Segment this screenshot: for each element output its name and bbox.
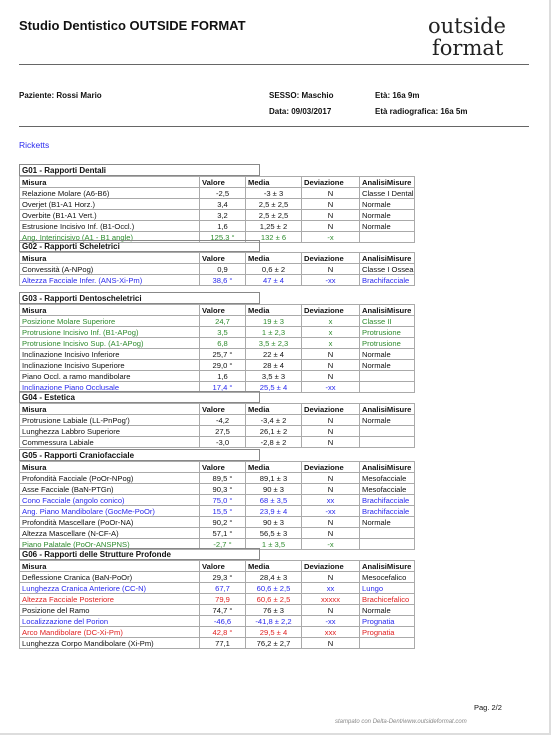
measure-mean: 56,5 ± 3 (246, 528, 302, 539)
column-header: Media (246, 253, 302, 264)
measure-analysis: Normale (360, 517, 415, 528)
measure-analysis: Mesocefalico (360, 572, 415, 583)
measure-deviation: N (302, 360, 360, 371)
measure-name: Asse Facciale (BaN-PTGn) (20, 484, 200, 495)
column-header: AnalisiMisure (360, 305, 415, 316)
column-header: AnalisiMisure (360, 462, 415, 473)
measure-name: Protrusione Incisivo Inf. (B1-APog) (20, 327, 200, 338)
column-header: Valore (200, 462, 246, 473)
measure-deviation: N (302, 473, 360, 484)
measure-analysis: Normale (360, 221, 415, 232)
measure-value: 1,6 (200, 221, 246, 232)
measure-mean: 3,5 ± 3 (246, 371, 302, 382)
measure-analysis: Prognatia (360, 627, 415, 638)
column-header: Misura (20, 462, 200, 473)
measure-analysis: Normale (360, 199, 415, 210)
measure-deviation: -xx (302, 275, 360, 286)
measure-deviation: x (302, 316, 360, 327)
measure-name: Profondità Facciale (PoOr-NPog) (20, 473, 200, 484)
measure-analysis: Protrusione (360, 338, 415, 349)
column-header: Valore (200, 561, 246, 572)
measure-name: Piano Palatale (PoOr-ANSPNS) (20, 539, 200, 550)
table-header-row (20, 177, 415, 188)
measure-value: -4,2 (200, 415, 246, 426)
group-title: G06 - Rapporti delle Strutture Profonde (19, 548, 260, 560)
measure-mean: 68 ± 3,5 (246, 495, 302, 506)
column-header: Misura (20, 253, 200, 264)
measure-mean: 60,6 ± 2,5 (246, 583, 302, 594)
measure-name: Lunghezza Labbro Superiore (20, 426, 200, 437)
table-header-row (20, 253, 415, 264)
table-row (20, 275, 415, 286)
column-header: Valore (200, 177, 246, 188)
group-title: G05 - Rapporti Craniofacciale (19, 449, 260, 461)
group-title: G01 - Rapporti Dentali (19, 164, 260, 176)
measure-mean: 89,1 ± 3 (246, 473, 302, 484)
radiographic-age: Età radiografica: 16a 5m (375, 107, 468, 116)
print-footer: stampato con Delta-Dent/www.outsideformat.com (335, 719, 467, 725)
column-header: Misura (20, 561, 200, 572)
measure-value: 29,3 ° (200, 572, 246, 583)
measure-name: Inclinazione Incisivo Inferiore (20, 349, 200, 360)
table-row (20, 594, 415, 605)
measure-name: Ang. Interincisivo (A1 - B1 angle) (20, 232, 200, 243)
measure-deviation: N (302, 221, 360, 232)
measure-name: Piano Occl. a ramo mandibolare (20, 371, 200, 382)
page-title: Studio Dentistico OUTSIDE FORMAT (19, 18, 246, 33)
info-divider (19, 126, 529, 127)
measure-name: Overjet (B1-A1 Horz.) (20, 199, 200, 210)
table-row (20, 264, 415, 275)
measure-deviation: N (302, 638, 360, 649)
measurement-table (19, 560, 415, 649)
table-row (20, 210, 415, 221)
table-row (20, 616, 415, 627)
table-row (20, 528, 415, 539)
table-header-row (20, 561, 415, 572)
measure-value: 24,7 (200, 316, 246, 327)
measure-value: 3,4 (200, 199, 246, 210)
measure-analysis: Brachicefalico (360, 594, 415, 605)
table-row (20, 583, 415, 594)
column-header: AnalisiMisure (360, 253, 415, 264)
measure-mean: 2,5 ± 2,5 (246, 199, 302, 210)
table-header-row (20, 404, 415, 415)
measure-deviation: N (302, 437, 360, 448)
group-section (19, 240, 415, 286)
column-header: Deviazione (302, 561, 360, 572)
measure-deviation: N (302, 528, 360, 539)
measure-name: Posizione del Ramo (20, 605, 200, 616)
measure-value: 0,9 (200, 264, 246, 275)
measure-value: 25,7 ° (200, 349, 246, 360)
measure-name: Overbite (B1-A1 Vert.) (20, 210, 200, 221)
measure-value: 15,5 ° (200, 506, 246, 517)
measure-analysis: Protrusione (360, 327, 415, 338)
measure-mean: -41,8 ± 2,2 (246, 616, 302, 627)
logo-line-2: format (432, 36, 504, 60)
column-header: Deviazione (302, 177, 360, 188)
measure-value: -2,7 ° (200, 539, 246, 550)
measure-mean: 28,4 ± 3 (246, 572, 302, 583)
measure-mean: 1,25 ± 2 (246, 221, 302, 232)
measure-analysis (360, 371, 415, 382)
measure-name: Convessità (A-NPog) (20, 264, 200, 275)
measure-name: Inclinazione Incisivo Superiore (20, 360, 200, 371)
measure-name: Inclinazione Piano Occlusale (20, 382, 200, 393)
column-header: AnalisiMisure (360, 404, 415, 415)
measure-deviation: N (302, 517, 360, 528)
column-header: Media (246, 404, 302, 415)
column-header: AnalisiMisure (360, 177, 415, 188)
measure-mean: 90 ± 3 (246, 517, 302, 528)
measure-value: 125,3 ° (200, 232, 246, 243)
measure-name: Protrusione Incisivo Sup. (A1-APog) (20, 338, 200, 349)
measure-deviation: xxxxx (302, 594, 360, 605)
measure-deviation: N (302, 371, 360, 382)
measure-deviation: N (302, 349, 360, 360)
measure-deviation: xxx (302, 627, 360, 638)
measure-analysis: Normale (360, 349, 415, 360)
measure-mean: 25,5 ± 4 (246, 382, 302, 393)
measure-analysis: Normale (360, 605, 415, 616)
measure-analysis: Mesofacciale (360, 473, 415, 484)
measure-analysis (360, 638, 415, 649)
measure-mean: 19 ± 3 (246, 316, 302, 327)
measure-analysis: Normale (360, 360, 415, 371)
measure-name: Commessura Labiale (20, 437, 200, 448)
measure-analysis: Lungo (360, 583, 415, 594)
measure-value: 6,8 (200, 338, 246, 349)
measure-value: 27,5 (200, 426, 246, 437)
measure-deviation: x (302, 327, 360, 338)
column-header: Deviazione (302, 253, 360, 264)
measure-analysis: Brachifacciale (360, 495, 415, 506)
measure-name: Posizione Molare Superiore (20, 316, 200, 327)
measure-deviation: N (302, 572, 360, 583)
measure-deviation: -x (302, 539, 360, 550)
table-row (20, 506, 415, 517)
measurement-table (19, 403, 415, 448)
measure-value: 57,1 ° (200, 528, 246, 539)
measure-analysis (360, 528, 415, 539)
table-header-row (20, 305, 415, 316)
table-row (20, 426, 415, 437)
measure-deviation: -xx (302, 382, 360, 393)
measure-mean: 60,6 ± 2,5 (246, 594, 302, 605)
table-row (20, 360, 415, 371)
measure-analysis: Classe I Ossea (360, 264, 415, 275)
measure-mean: 1 ± 3,5 (246, 539, 302, 550)
measure-value: 89,5 ° (200, 473, 246, 484)
measure-value: -3,0 (200, 437, 246, 448)
measure-name: Arco Mandibolare (DC-Xi-Pm) (20, 627, 200, 638)
measure-analysis (360, 426, 415, 437)
measure-name: Lunghezza Cranica Anteriore (CC-N) (20, 583, 200, 594)
outside-format-logo (428, 14, 528, 60)
measure-value: 3,2 (200, 210, 246, 221)
group-section (19, 292, 415, 393)
measure-analysis: Mesofacciale (360, 484, 415, 495)
column-header: Media (246, 305, 302, 316)
measure-deviation: N (302, 264, 360, 275)
measure-mean: 90 ± 3 (246, 484, 302, 495)
table-row (20, 338, 415, 349)
table-row (20, 495, 415, 506)
measure-analysis: Classe I Dental (360, 188, 415, 199)
measure-value: 79,9 (200, 594, 246, 605)
measure-deviation: N (302, 415, 360, 426)
table-row (20, 188, 415, 199)
measure-mean: -2,8 ± 2 (246, 437, 302, 448)
column-header: Misura (20, 305, 200, 316)
table-row (20, 327, 415, 338)
measure-deviation: -xx (302, 506, 360, 517)
measure-name: Relazione Molare (A6-B6) (20, 188, 200, 199)
measure-name: Deflessione Cranica (BaN-PoOr) (20, 572, 200, 583)
table-row (20, 627, 415, 638)
measure-deviation: N (302, 188, 360, 199)
patient-sex: SESSO: Maschio (269, 91, 334, 100)
measure-name: Estrusione Incisivo Inf. (B1-Occl.) (20, 221, 200, 232)
column-header: AnalisiMisure (360, 561, 415, 572)
table-row (20, 605, 415, 616)
measure-mean: 29,5 ± 4 (246, 627, 302, 638)
patient-name: Paziente: Rossi Mario (19, 91, 102, 100)
column-header: Valore (200, 305, 246, 316)
measure-name: Ang. Piano Mandibolare (GocMe-PoOr) (20, 506, 200, 517)
page-number: Pag. 2/2 (474, 703, 502, 712)
measure-deviation: -xx (302, 616, 360, 627)
measure-name: Localizzazione del Porion (20, 616, 200, 627)
measure-analysis (360, 437, 415, 448)
column-header: Media (246, 177, 302, 188)
group-section (19, 548, 415, 649)
table-row (20, 437, 415, 448)
measure-value: 38,6 ° (200, 275, 246, 286)
column-header: Deviazione (302, 305, 360, 316)
measure-value: 3,5 (200, 327, 246, 338)
column-header: Deviazione (302, 462, 360, 473)
measure-mean: -3,4 ± 2 (246, 415, 302, 426)
measure-mean: -3 ± 3 (246, 188, 302, 199)
header-divider (19, 64, 529, 65)
column-header: Media (246, 462, 302, 473)
measure-value: 75,0 ° (200, 495, 246, 506)
measure-name: Altezza Mascellare (N-CF-A) (20, 528, 200, 539)
measure-deviation: x (302, 338, 360, 349)
measure-value: 77,1 (200, 638, 246, 649)
measure-value: 42,8 ° (200, 627, 246, 638)
measure-mean: 22 ± 4 (246, 349, 302, 360)
measurement-table (19, 176, 415, 243)
table-row (20, 221, 415, 232)
group-title: G04 - Estetica (19, 391, 260, 403)
group-title: G03 - Rapporti Dentoscheletrici (19, 292, 260, 304)
measure-name: Protrusione Labiale (LL-PnPog') (20, 415, 200, 426)
measure-mean: 26,1 ± 2 (246, 426, 302, 437)
measure-value: 17,4 ° (200, 382, 246, 393)
measure-value: 90,2 ° (200, 517, 246, 528)
logo-line-1: outside (428, 14, 506, 38)
measure-deviation: N (302, 426, 360, 437)
table-row (20, 316, 415, 327)
measure-analysis: Prognatia (360, 616, 415, 627)
column-header: Valore (200, 253, 246, 264)
table-row (20, 572, 415, 583)
table-row (20, 199, 415, 210)
measure-deviation: N (302, 210, 360, 221)
measure-value: 29,0 ° (200, 360, 246, 371)
measure-mean: 28 ± 4 (246, 360, 302, 371)
group-section (19, 164, 415, 243)
measure-analysis: Normale (360, 210, 415, 221)
measure-mean: 47 ± 4 (246, 275, 302, 286)
group-section (19, 391, 415, 448)
measure-value: -46,6 (200, 616, 246, 627)
table-header-row (20, 462, 415, 473)
exam-date: Data: 09/03/2017 (269, 107, 332, 116)
measure-deviation: xx (302, 495, 360, 506)
measure-mean: 76,2 ± 2,7 (246, 638, 302, 649)
column-header: Valore (200, 404, 246, 415)
measure-deviation: xx (302, 583, 360, 594)
table-row (20, 349, 415, 360)
measurement-table (19, 252, 415, 286)
measurement-table (19, 461, 415, 550)
measure-mean: 2,5 ± 2,5 (246, 210, 302, 221)
table-row (20, 638, 415, 649)
column-header: Misura (20, 177, 200, 188)
measure-name: Altezza Facciale Infer. (ANS-Xi-Pm) (20, 275, 200, 286)
group-section (19, 449, 415, 550)
table-row (20, 484, 415, 495)
measure-mean: 23,9 ± 4 (246, 506, 302, 517)
measure-value: 67,7 (200, 583, 246, 594)
table-row (20, 371, 415, 382)
table-row (20, 473, 415, 484)
measure-mean: 132 ± 6 (246, 232, 302, 243)
measurement-table (19, 304, 415, 393)
measure-deviation: N (302, 484, 360, 495)
measure-deviation: -x (302, 232, 360, 243)
measure-analysis: Classe II (360, 316, 415, 327)
measure-mean: 0,6 ± 2 (246, 264, 302, 275)
measure-name: Altezza Facciale Posteriore (20, 594, 200, 605)
analysis-method: Ricketts (19, 140, 50, 150)
measure-analysis: Brachifacciale (360, 506, 415, 517)
measure-analysis: Brachifacciale (360, 275, 415, 286)
measure-mean: 3,5 ± 2,3 (246, 338, 302, 349)
column-header: Deviazione (302, 404, 360, 415)
measure-deviation: N (302, 199, 360, 210)
measure-mean: 1 ± 2,3 (246, 327, 302, 338)
measure-value: 74,7 ° (200, 605, 246, 616)
measure-value: 1,6 (200, 371, 246, 382)
measure-name: Lunghezza Corpo Mandibolare (Xi-Pm) (20, 638, 200, 649)
measure-mean: 76 ± 3 (246, 605, 302, 616)
column-header: Media (246, 561, 302, 572)
measure-value: -2,5 (200, 188, 246, 199)
column-header: Misura (20, 404, 200, 415)
group-title: G02 - Rapporti Scheletrici (19, 240, 260, 252)
measure-name: Profondità Mascellare (PoOr-NA) (20, 517, 200, 528)
measure-deviation: N (302, 605, 360, 616)
measure-value: 90,3 ° (200, 484, 246, 495)
patient-age: Età: 16a 9m (375, 91, 420, 100)
table-row (20, 415, 415, 426)
measure-name: Cono Facciale (angolo conico) (20, 495, 200, 506)
measure-analysis: Normale (360, 415, 415, 426)
table-row (20, 517, 415, 528)
